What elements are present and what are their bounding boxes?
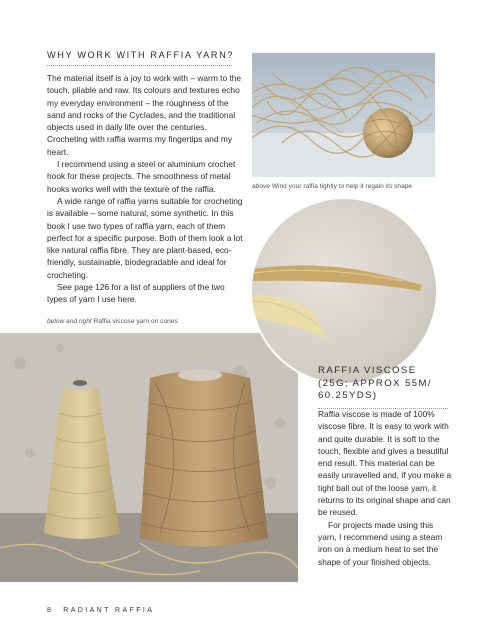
raffia-ball-illustration xyxy=(252,53,435,177)
caption-lead: below and right xyxy=(47,318,92,325)
sub-body-text xyxy=(318,408,452,568)
body-paragraph: See page 126 for a list of suppliers of the two types of yarn I use here. xyxy=(47,282,225,305)
body-text xyxy=(47,72,244,306)
page-footer xyxy=(47,607,154,614)
sub-paragraph: Raffia viscose is made of 100% viscose fibre. It is easy to work with and quite durable. It is soft to the touch, flexible and gives a beautiful end result. This material can be easily unravelled and, if you make a tight ball out of the loose yarn, it returns to its original shape and can be reused. xyxy=(318,409,452,518)
body-paragraph: A wide range of raffia yarns suitable for crocheting is available – some natural, some synthetic. In this book I use two types of raffia yarn, each of them perfect for a specific purpose. Both of them look a lot like natural raffia fibre. They are plant-based, eco-friendly, sustainable, biodegradable and ideal for crocheting. xyxy=(47,195,243,280)
body-paragraph: I recommend using a steel or aluminium crochet hook for these projects. The smoothness of metal hooks works well with the texture of the raffia. xyxy=(47,159,236,194)
caption-bottom xyxy=(47,318,237,325)
caption-text: Wind your raffia tightly to help it regain its shape xyxy=(271,183,413,190)
yarn-cones-illustration xyxy=(0,333,298,582)
caption-top xyxy=(252,183,442,190)
photo-yarn-cones xyxy=(0,333,298,582)
yarn-cone-right xyxy=(140,371,268,547)
photo-raffia-ball xyxy=(252,53,435,177)
body-paragraph: The material itself is a joy to work with – warm to the touch, pliable and raw. Its colours and textures echo my everyday environment – the roughness of the sand and rocks of the Cyclades, and the traditional objects used in daily life over the centuries. Crocheting with raffia warms my fingertips and my heart. xyxy=(47,73,242,157)
page-number: 8 xyxy=(47,607,51,614)
cone-core-right xyxy=(178,369,222,381)
sub-paragraph: For projects made using this yarn, I recommend using a steam iron on a medium heat to set the shape of your finished objects. xyxy=(318,519,443,567)
photo-raffia-closeup xyxy=(250,197,438,385)
section-heading: WHY WORK WITH RAFFIA YARN? xyxy=(47,50,232,66)
book-title: RADIANT RAFFIA xyxy=(63,607,155,614)
caption-text: Raffia viscose yarn on cones xyxy=(93,318,178,325)
raffia-strand xyxy=(252,265,422,291)
sub-heading: RAFFIA VISCOSE (25G; APPROX 55M/ 60.25YDS) xyxy=(318,365,448,409)
caption-lead: above xyxy=(252,183,270,190)
raffia-closeup-illustration xyxy=(252,199,436,383)
